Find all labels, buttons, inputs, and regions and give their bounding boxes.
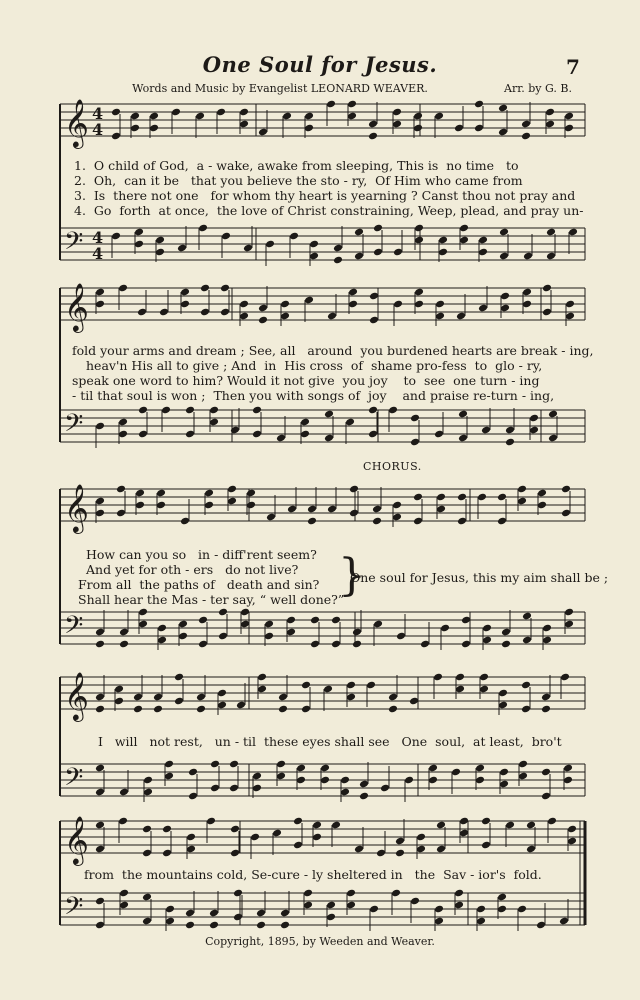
treble-clef: 𝄞: [64, 98, 89, 147]
time-signature: 4: [92, 104, 104, 123]
verse-2-line-c: And yet for oth - ers do not live?: [86, 562, 299, 577]
bass-notehead: [185, 921, 195, 930]
bass-notehead: [333, 256, 343, 265]
hymn-credits: Words and Music by Evangelist LEONARD WEAVER.: [132, 82, 428, 95]
treble-clef: 𝄞: [64, 282, 89, 331]
treble-clef: 𝄞: [64, 671, 89, 720]
bass-clef: 𝄢: [64, 227, 84, 262]
chorus-line-b: from the mountains cold, Se-cure - ly sheltered in the Sav - ior's fold.: [84, 867, 542, 882]
verse-4-line-c: Shall hear the Mas - ter say, “ well done?”: [78, 592, 345, 607]
time-signature: 4: [92, 228, 104, 247]
treble-notehead: [258, 316, 268, 325]
verse-4-line-a: 4. Go forth at once, the love of Christ constraining, Weep, plead, and pray un-: [74, 203, 584, 218]
bass-notehead: [505, 438, 515, 447]
treble-notehead: [372, 517, 382, 526]
chorus-line-a: I will not rest, un - til these eyes shall see One soul, at least, bro't: [98, 734, 562, 749]
hymn-title: One Soul for Jesus.: [202, 52, 438, 77]
time-signature: 4: [92, 244, 104, 263]
verse-2-line-a: 2. Oh, can it be that you believe the sto - ry, Of Him who came from: [74, 173, 523, 188]
arranger-credit: Arr. by G. B.: [504, 82, 572, 95]
bass-notehead: [359, 792, 369, 801]
bass-clef: 𝄢: [64, 611, 84, 646]
bass-notehead: [280, 921, 290, 930]
treble-notehead: [388, 705, 398, 714]
chorus-label: CHORUS.: [363, 460, 422, 473]
page-number: 7: [566, 55, 580, 79]
treble-notehead: [541, 705, 551, 714]
treble-notehead: [95, 705, 105, 714]
treble-notehead: [196, 705, 206, 714]
bass-clef: 𝄢: [64, 763, 84, 798]
treble-notehead: [368, 132, 378, 141]
treble-clef: 𝄞: [64, 483, 89, 532]
bass-notehead: [501, 640, 511, 649]
verse-1-line-c: How can you so in - diff'rent seem?: [86, 547, 317, 562]
verse-3-line-a: 3. Is there not one for whom thy heart is yearning ? Canst thou not pray and: [74, 188, 576, 203]
treble-notehead: [278, 705, 288, 714]
verse-3-line-b: speak one word to him? Would it not give you joy to see one turn - ing: [72, 373, 540, 388]
verse-3-line-c: From all the paths of death and sin?: [78, 577, 320, 592]
bass-notehead: [119, 640, 129, 649]
treble-notehead: [521, 132, 531, 141]
refrain-line: One soul for Jesus, this my aim shall be ;: [350, 570, 609, 585]
treble-notehead: [395, 849, 405, 858]
treble-notehead: [307, 517, 317, 526]
treble-notehead: [153, 705, 163, 714]
copyright-notice: Copyright, 1895, by Weeden and Weaver.: [205, 935, 435, 948]
lyric-brace: }: [338, 550, 366, 601]
verse-1-line-b: fold your arms and dream ; See, all around you burdened hearts are break - ing,: [72, 343, 594, 358]
bass-notehead: [352, 640, 362, 649]
treble-clef: 𝄞: [64, 815, 89, 864]
bass-notehead: [256, 921, 266, 930]
bass-clef: 𝄢: [64, 409, 84, 444]
bass-notehead: [95, 640, 105, 649]
bass-clef: 𝄢: [64, 892, 84, 927]
bass-notehead: [209, 921, 219, 930]
verse-1-line-a: 1. O child of God, a - wake, awake from sleeping, This is no time to: [74, 158, 519, 173]
verse-4-line-b: - til that soul is won ; Then you with songs of joy and praise re-turn - ing,: [72, 388, 555, 403]
treble-notehead: [133, 705, 143, 714]
verse-2-line-b: heav'n His all to give ; And in His cross of shame pro-fess to glo - ry,: [86, 358, 543, 373]
time-signature: 4: [92, 120, 104, 139]
